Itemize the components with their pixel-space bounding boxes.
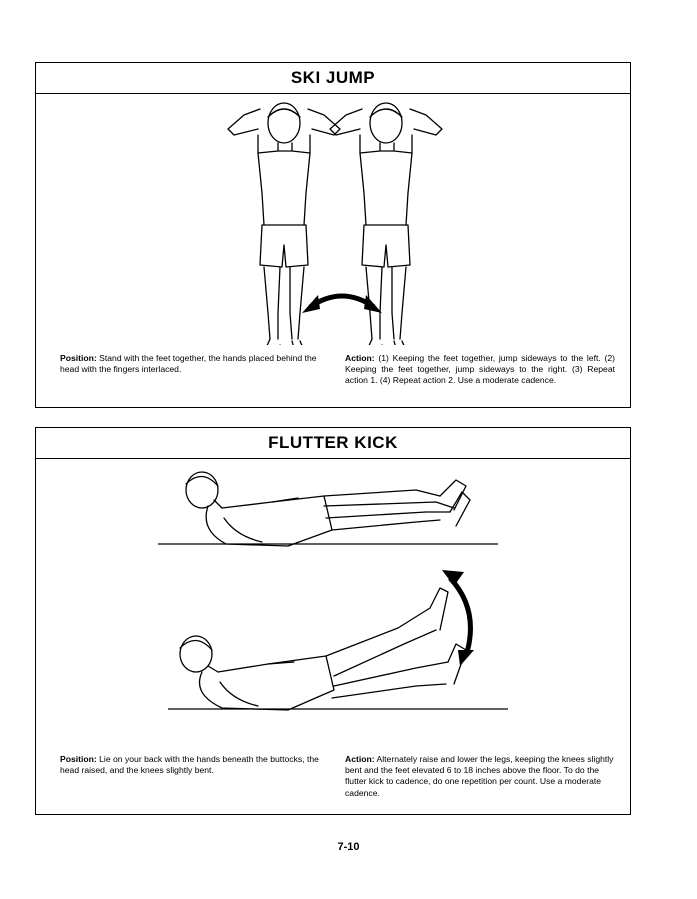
ski-jump-direction-arrow-icon <box>302 295 382 313</box>
ski-jump-position-label: Position: <box>60 353 97 363</box>
ski-jump-position <box>60 353 332 375</box>
flutter-kick-illustration <box>36 460 632 740</box>
ski-jump-figure-left <box>228 103 340 345</box>
flutter-kick-title: FLUTTER KICK <box>36 428 630 459</box>
flutter-kick-figure-top <box>186 472 470 546</box>
ski-jump-position-text: Stand with the feet together, the hands placed behind the head with the fingers interlaced. <box>60 353 317 375</box>
flutter-kick-panel <box>35 427 631 815</box>
flutter-kick-action-text: Alternately raise and lower the legs, keeping the knees slightly bent and the feet elevated 6 to 18 inches above the floor. To do the flutter kick to cadence, do one repetition per count. Use a moderate cadence. <box>345 754 614 798</box>
ski-jump-figure-right <box>330 103 442 345</box>
page-number: 7-10 <box>337 841 360 853</box>
flutter-kick-position-text: Lie on your back with the hands beneath the buttocks, the head raised, and the knees slightly bent. <box>60 754 319 776</box>
ski-jump-illustration <box>36 95 632 345</box>
ski-jump-action-label: Action: <box>345 353 375 363</box>
ski-jump-action-text: (1) Keeping the feet together, jump sideways to the left. (2) Keeping the feet together, jump sideways to the right. (3) Repeat action 1. (4) Repeat action 2. Use a moderate cadence. <box>345 353 615 386</box>
ski-jump-action <box>345 353 615 387</box>
ski-jump-title: SKI JUMP <box>36 63 630 94</box>
ski-jump-panel <box>35 62 631 408</box>
flutter-kick-position <box>60 754 332 776</box>
flutter-kick-action <box>345 754 615 799</box>
flutter-kick-figure-bottom <box>180 588 466 710</box>
flutter-kick-position-label: Position: <box>60 754 97 764</box>
flutter-kick-action-label: Action: <box>345 754 375 764</box>
flutter-kick-direction-arrow-icon <box>442 570 474 666</box>
